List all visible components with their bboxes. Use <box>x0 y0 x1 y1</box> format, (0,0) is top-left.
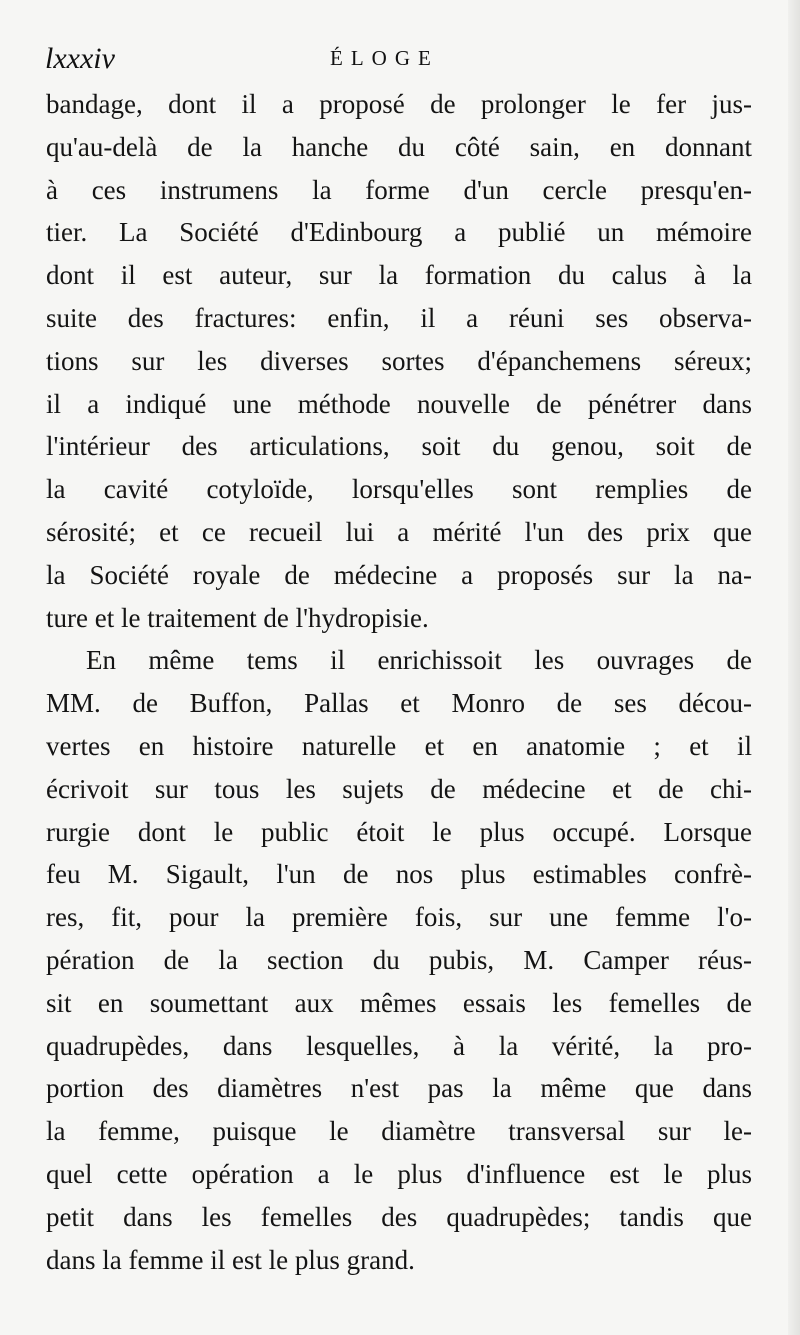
text-line: pération de la section du pubis, M. Camper réus- <box>46 944 752 975</box>
text-line: il a indiqué une méthode nouvelle de pénétrer dans <box>46 388 752 419</box>
text-line: la cavité cotyloïde, lorsqu'elles sont remplies de <box>46 474 752 505</box>
text-line: rurgie dont le public étoit le plus occupé. Lorsque <box>46 816 752 847</box>
text-line: sit en soumettant aux mêmes essais les femelles de <box>46 987 752 1018</box>
paragraph-end-line: ture et le traitement de l'hydropisie. <box>46 602 429 633</box>
text-line: qu'au-delà de la hanche du côté sain, en donnant <box>46 131 752 162</box>
text-line: à ces instrumens la forme d'un cercle presqu'en- <box>46 174 752 205</box>
text-line: la Société royale de médecine a proposés sur la na- <box>46 559 752 590</box>
text-line: petit dans les femelles des quadrupèdes; tandis que <box>46 1201 752 1232</box>
text-line: tions sur les diverses sortes d'épanchemens séreux; <box>46 345 752 376</box>
paragraph-end-line: dans la femme il est le plus grand. <box>46 1244 415 1275</box>
paragraph-start-line: En même tems il enrichissoit les ouvrages de <box>86 645 752 676</box>
text-line: feu M. Sigault, l'un de nos plus estimables confrè- <box>46 859 752 890</box>
text-line: sérosité; et ce recueil lui a mérité l'un des prix que <box>46 516 752 547</box>
text-line: l'intérieur des articulations, soit du genou, soit de <box>46 431 752 462</box>
text-line: quadrupèdes, dans lesquelles, à la vérité, la pro- <box>46 1030 752 1061</box>
text-line: MM. de Buffon, Pallas et Monro de ses décou- <box>46 688 752 719</box>
text-line: la femme, puisque le diamètre transversal sur le- <box>46 1116 752 1147</box>
text-line: écrivoit sur tous les sujets de médecine et de chi- <box>46 773 752 804</box>
text-line: suite des fractures: enfin, il a réuni ses observa- <box>46 302 752 333</box>
text-line: portion des diamètres n'est pas la même que dans <box>46 1073 752 1104</box>
page-header <box>0 38 800 78</box>
text-line: res, fit, pour la première fois, sur une femme l'o- <box>46 902 752 933</box>
text-line: quel cette opération a le plus d'influence est le plus <box>46 1158 752 1189</box>
page-edge-shadow <box>788 0 800 1335</box>
text-line: vertes en histoire naturelle et en anatomie ; et il <box>46 730 752 761</box>
running-head: ÉLOGE <box>330 46 439 70</box>
text-line: dont il est auteur, sur la formation du calus à la <box>46 260 752 291</box>
text-line: bandage, dont il a proposé de prolonger le fer jus- <box>46 89 752 119</box>
text-line: tier. La Société d'Edinbourg a publié un mémoire <box>46 217 752 248</box>
page-number: lxxxiv <box>45 42 115 75</box>
body-text <box>46 83 752 1281</box>
